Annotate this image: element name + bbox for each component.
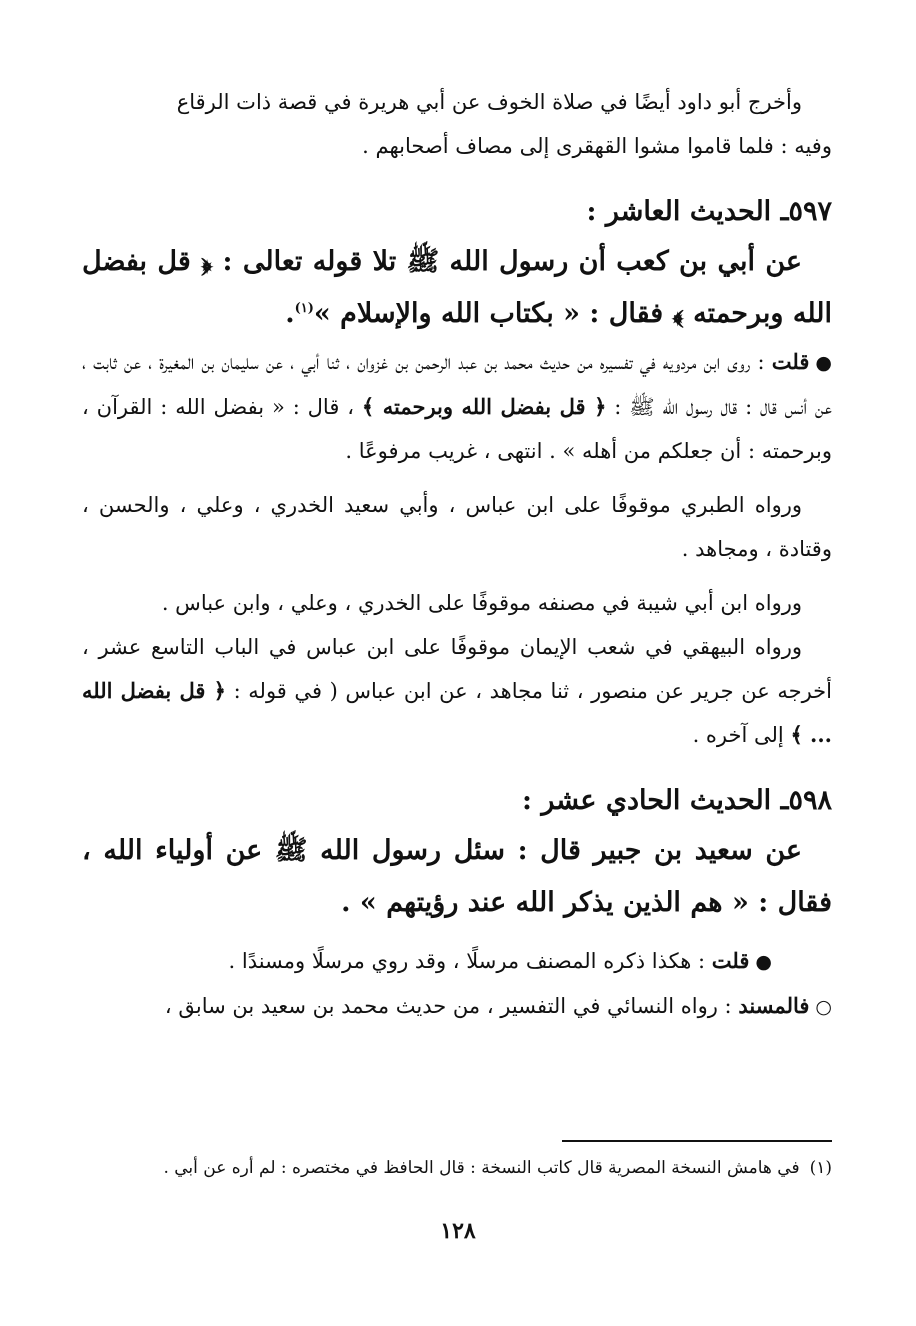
footnote-text: في هامش النسخة المصرية قال كاتب النسخة : قال الحافظ في مختصره : لم أره عن أبي . (163, 1158, 800, 1178)
hadith-598-text: عن سعيد بن جبير قال : سئل رسول الله ﷺ عن أولياء الله ، فقال : « هم الذين يذكر الله عند رؤيتهم » . (82, 835, 832, 918)
hadith-597-text: عن أبي بن كعب أن رسول الله ﷺ تلا قوله تعالى : ﴿ قل بفضل الله وبرحمته ﴾ فقال : « بكتاب الله والإسلام »$^{(١)}$. (82, 246, 832, 329)
musnad-text: : رواه النسائي في التفسير ، من حديث محمد بن سعيد بن سابق ، (164, 994, 732, 1018)
hadith-597-qult (82, 340, 832, 473)
hadith-598-qult (82, 939, 832, 984)
qult-text-2: ، قال : « بفضل الله : القرآن ، وبرحمته : أن جعلكم من أهله » . انتهى ، غريب مرفوعًا . (82, 395, 832, 463)
hadith-598-heading: ٥٩٨ـ الحديث الحادي عشر : (522, 785, 832, 816)
rawah-bayhaqi-end: إلى آخره . (692, 723, 784, 747)
footnote-reference[interactable]: (١) (294, 301, 314, 316)
qult-quote: ﴿ قل بفضل الله وبرحمته ﴾ (361, 394, 607, 419)
footnote-number: (١) (809, 1158, 832, 1178)
qult-label: قلت (771, 349, 810, 374)
page-number: ١٢٨ (440, 1218, 476, 1244)
hadith-597-heading: ٥٩٧ـ الحديث العاشر : (586, 196, 832, 227)
bullet-hollow-icon: ○ (815, 996, 832, 1018)
bullet-filled-icon: ● (815, 352, 832, 374)
qult-label: قلت (711, 948, 750, 973)
rawah-bayhaqi (82, 625, 832, 757)
musnad-label: فالمسند (738, 993, 810, 1018)
bullet-filled-icon: ● (755, 951, 772, 973)
hadith-597-body: عن أبي بن كعب أن رسول الله ﷺ تلا قوله تعالى : ﴿ قل بفضل الله وبرحمته ﴾ فقال : « بكتاب الله والإسلام » (82, 246, 832, 329)
rawah-bayhaqi-text: ورواه البيهقي في شعب الإيمان موقوفًا على ابن عباس في الباب التاسع عشر ، أخرجه عن جرير عن منصور ، ثنا مجاهد ، عن ابن عباس ( في قوله : (82, 635, 832, 703)
qult-text: : هكذا ذكره المصنف مرسلًا ، وقد روي مرسلًا ومسندًا . (228, 949, 706, 973)
footnote-divider (562, 1140, 832, 1142)
qult-text: : روى ابن مردويه في تفسيره من حديث محمد بن عبد الرحمن بن غزوان ، ثنا أبي ، عن سليمان بن المغيرة ، عن ثابت ، عن أنس قال : قال رسول الله ﷺ : (82, 350, 832, 419)
rawah-tabari: ورواه الطبري موقوفًا على ابن عباس ، وأبي سعيد الخدري ، وعلي ، والحسن ، وقتادة ، ومجاهد . (82, 493, 832, 561)
page-body (82, 80, 832, 1029)
intro-line-1: وأخرج أبو داود أيضًا في صلاة الخوف عن أبي هريرة في قصة ذات الرقاع (176, 90, 802, 114)
intro-line-2: وفيه : فلما قاموا مشوا القهقرى إلى مصاف أصحابهم . (362, 134, 832, 158)
hadith-598-musnad (82, 984, 832, 1029)
rawah-ibn-abi-shaybah: ورواه ابن أبي شيبة في مصنفه موقوفًا على الخدري ، وعلي ، وابن عباس . (161, 591, 802, 615)
footnote (82, 1152, 832, 1184)
rawah-bayhaqi-quote: ﴿ قل بفضل الله ... ﴾ (82, 678, 832, 747)
